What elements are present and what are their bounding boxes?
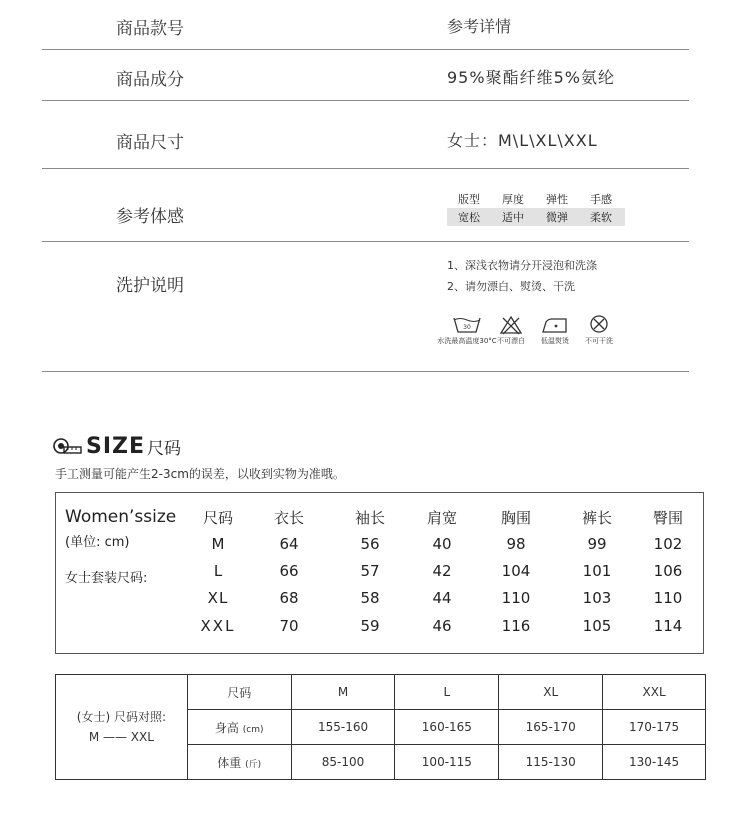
tape-measure-icon [52,437,82,457]
divider [42,371,689,372]
feel-value: 适中 [502,211,524,224]
height-label-cell [187,710,291,745]
value-size: 女士：M\L\XL\XXL [447,131,598,150]
table-cell: 64 [279,535,299,553]
size-table-heading: Women’ssize [65,507,177,527]
fit-left-line1: (女士) 尺码对照: [76,710,166,724]
weight-unit: (斤) [245,759,262,770]
wash-icon-text: 水洗最高温度30°C [437,337,497,345]
feel-value: 宽松 [458,211,480,224]
fit-header: 尺码 [187,675,291,710]
no-dryclean-icon-text: 不可干洗 [585,337,613,345]
table-cell: 44 [432,589,452,607]
table-cell: 40 [432,535,452,553]
low-iron-icon [540,314,570,336]
feel-header: 厚度 [502,193,524,206]
size-title-en: SIZE [86,434,146,459]
table-cell: 106 [653,562,683,580]
table-cell: 46 [432,617,452,635]
feel-header: 弹性 [546,193,568,206]
divider [42,168,689,169]
feel-header: 版型 [458,193,480,206]
label-size: 商品尺寸 [116,133,184,153]
fit-table-left [56,675,188,780]
col-header: 肩宽 [426,509,457,527]
table-cell: XXL [200,617,236,635]
fit-header: M [291,675,395,710]
table-cell: 114 [653,617,683,635]
table-cell: 130-145 [603,745,706,780]
table-cell: 42 [432,562,452,580]
fit-header: XXL [603,675,706,710]
size-table-unit: (单位: cm) [65,535,130,550]
table-cell: 115-130 [499,745,603,780]
col-header: 袖长 [354,509,385,527]
table-cell: 70 [279,617,299,635]
fit-header: XL [499,675,603,710]
table-cell: 104 [501,562,531,580]
no-bleach-icon-text: 不可漂白 [497,337,525,345]
divider [42,241,689,242]
table-cell: 160-165 [395,710,499,745]
col-header: 臀围 [652,509,683,527]
label-feel: 参考体感 [116,207,184,227]
feel-table [447,190,625,226]
size-table [55,492,704,654]
table-cell: 116 [501,617,531,635]
col-header: 尺码 [202,509,233,527]
weight-label-cell [187,745,291,780]
table-cell: 57 [360,562,380,580]
fit-table [55,674,706,780]
label-style-number: 商品款号 [116,19,184,39]
table-cell: 66 [279,562,299,580]
size-note: 手工测量可能产生2-3cm的误差，以收到实物为准哦。 [55,467,345,481]
height-label: 身高 [214,720,239,735]
divider [42,49,689,50]
table-cell: 110 [501,589,531,607]
fit-left-line2: M —— XXL [88,730,154,744]
size-table-set-label: 女士套装尺码: [65,571,148,586]
table-cell: 105 [582,617,612,635]
wash-temp: 30 [463,324,471,331]
fit-header: L [395,675,499,710]
care-line: 1、深浅衣物请分开浸泡和洗涤 [447,259,597,272]
size-section-title [52,434,181,459]
table-cell: M [211,535,225,553]
no-dryclean-icon [587,314,611,336]
table-cell: 155-160 [291,710,395,745]
col-header: 胸围 [500,509,531,527]
value-style-number: 参考详情 [447,17,512,36]
care-line: 2、请勿漂白、熨烫、干洗 [447,280,575,293]
table-cell: 102 [653,535,683,553]
table-cell: 170-175 [603,710,706,745]
feel-header: 手感 [590,193,612,206]
table-cell: L [213,562,223,580]
table-cell: XL [207,589,229,607]
table-cell: 100-115 [395,745,499,780]
col-header: 衣长 [273,509,304,527]
table-cell: 110 [653,589,683,607]
table-cell: 58 [360,589,380,607]
table-cell: 165-170 [499,710,603,745]
table-cell: 85-100 [291,745,395,780]
table-cell: 103 [582,589,612,607]
col-header: 裤长 [581,509,612,527]
table-cell: 98 [506,535,526,553]
feel-value: 柔软 [590,211,612,224]
label-care: 洗护说明 [116,276,184,296]
table-cell: 59 [360,617,380,635]
table-cell: 68 [279,589,299,607]
label-material: 商品成分 [116,70,184,90]
size-title-cn: 尺码 [147,439,182,459]
care-icons [437,314,621,346]
table-cell: 56 [360,535,380,553]
weight-label: 体重 [217,755,242,770]
table-cell: 101 [582,562,612,580]
wash-icon [452,314,482,336]
no-bleach-icon [498,314,524,336]
table-cell: 99 [587,535,607,553]
height-unit: (cm) [242,724,264,735]
value-material: 95%聚酯纤维5%氨纶 [447,68,615,87]
divider [42,100,689,101]
low-iron-icon-text: 低温熨烫 [541,337,569,345]
feel-value: 微弹 [546,211,568,224]
